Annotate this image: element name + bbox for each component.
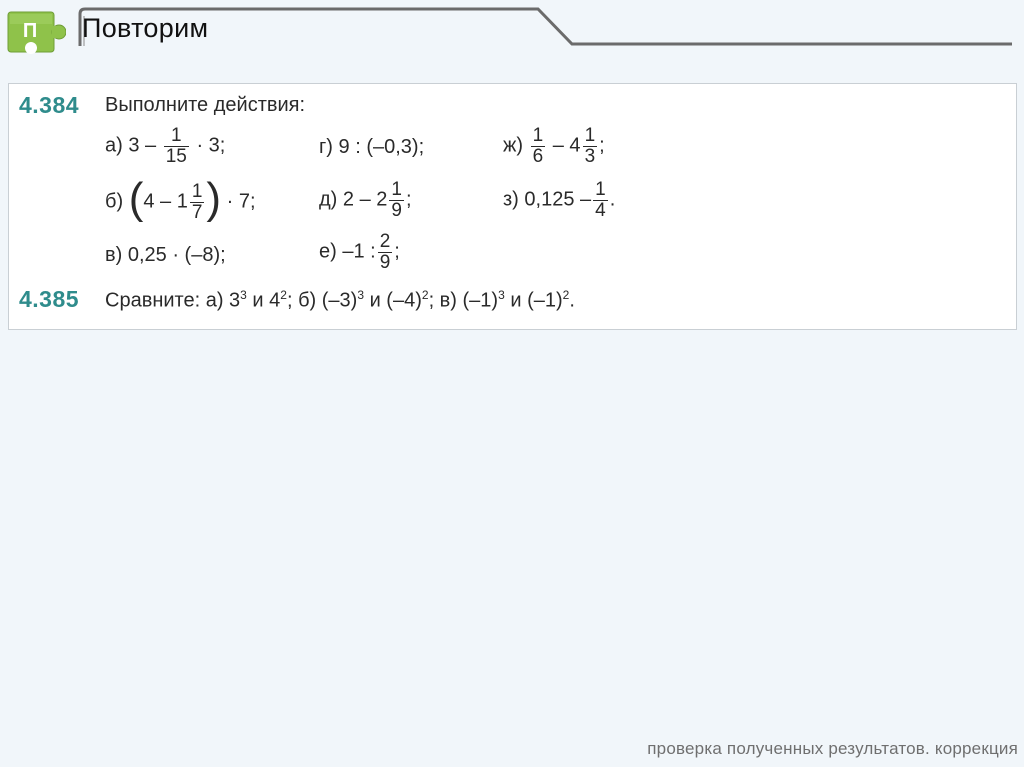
denominator: 9: [379, 251, 391, 273]
expr-part: .: [569, 289, 575, 312]
denominator: 7: [191, 201, 203, 223]
expr-part: –1 :: [342, 240, 376, 263]
item-b: [105, 174, 256, 224]
exponent: 3: [357, 288, 365, 302]
item-label: з): [503, 188, 519, 211]
expr-part: ; б) (–3): [286, 289, 358, 312]
expr-part: и 4: [246, 289, 281, 312]
expr-part: и (–4): [364, 289, 422, 312]
item-g: [319, 136, 424, 159]
expr-part: 3 –: [128, 134, 157, 157]
item-d: [319, 180, 412, 221]
fraction: [593, 180, 608, 221]
denominator: 6: [532, 145, 544, 167]
fraction: [378, 232, 393, 273]
numerator: 1: [595, 179, 606, 200]
item-label: ж): [503, 134, 524, 157]
puzzle-piece-icon: [6, 10, 66, 54]
numerator: 1: [191, 180, 203, 202]
expr-part: 0,125 –: [524, 188, 592, 211]
expr-part: .: [609, 188, 616, 211]
item-label: е): [319, 240, 337, 263]
numerator: 1: [532, 125, 544, 146]
expr-part: 9 : (–0,3);: [338, 136, 425, 158]
exponent: 3: [498, 288, 505, 302]
task-number-4-385: 4.385: [19, 286, 80, 312]
exponent: 2: [421, 288, 429, 302]
item-e: [319, 232, 400, 273]
item-label: д): [319, 188, 338, 211]
exponent: 2: [562, 288, 570, 302]
expr-part: 0,25 · (–8);: [127, 244, 226, 266]
badge-letter: П: [22, 20, 38, 42]
fraction: [531, 126, 546, 167]
task-instruction: Выполните действия:: [105, 94, 306, 116]
item-label: г): [319, 136, 333, 158]
expr-part: 4 – 1: [143, 190, 188, 213]
item-a: [105, 126, 225, 167]
denominator: 4: [595, 199, 606, 221]
numerator: 1: [164, 126, 189, 147]
item-zh: [503, 126, 605, 167]
item-label: б): [105, 190, 124, 213]
expr-part: Сравните: а) 3: [105, 289, 241, 312]
footer-note: проверка полученных результатов. коррекция: [647, 739, 1018, 758]
numerator: 1: [584, 125, 596, 146]
expr-part: – 4: [552, 134, 581, 157]
paren-close: ): [206, 174, 222, 223]
compare-task-text: [105, 288, 575, 313]
item-v: [105, 244, 226, 267]
fraction: [583, 126, 598, 167]
expr-part: ;: [394, 240, 400, 263]
expr-part: 2 – 2: [342, 188, 388, 211]
expr-part: ;: [599, 134, 605, 157]
fraction: [389, 180, 404, 221]
expr-part: · 3;: [196, 134, 226, 157]
denominator: 3: [584, 145, 596, 167]
denominator: 9: [391, 199, 402, 221]
item-z: [503, 180, 615, 221]
numerator: 2: [379, 231, 391, 252]
item-label: в): [105, 244, 123, 266]
expr-part: ; в) (–1): [428, 289, 499, 312]
paren-open: (: [128, 174, 144, 223]
fraction: [164, 126, 189, 167]
exercise-panel: [8, 83, 1017, 330]
expr-part: и (–1): [504, 289, 563, 312]
title-tab-outline: [72, 6, 1016, 50]
task-number-4-384: 4.384: [19, 92, 80, 118]
exponent: 3: [240, 288, 247, 302]
expr-part: · 7;: [226, 190, 256, 213]
exponent: 2: [280, 288, 287, 302]
fraction: [190, 182, 205, 223]
denominator: 15: [165, 145, 187, 167]
page-title: Повторим: [82, 13, 209, 43]
numerator: 1: [391, 179, 402, 200]
item-label: а): [105, 134, 123, 157]
expr-part: ;: [405, 188, 412, 211]
